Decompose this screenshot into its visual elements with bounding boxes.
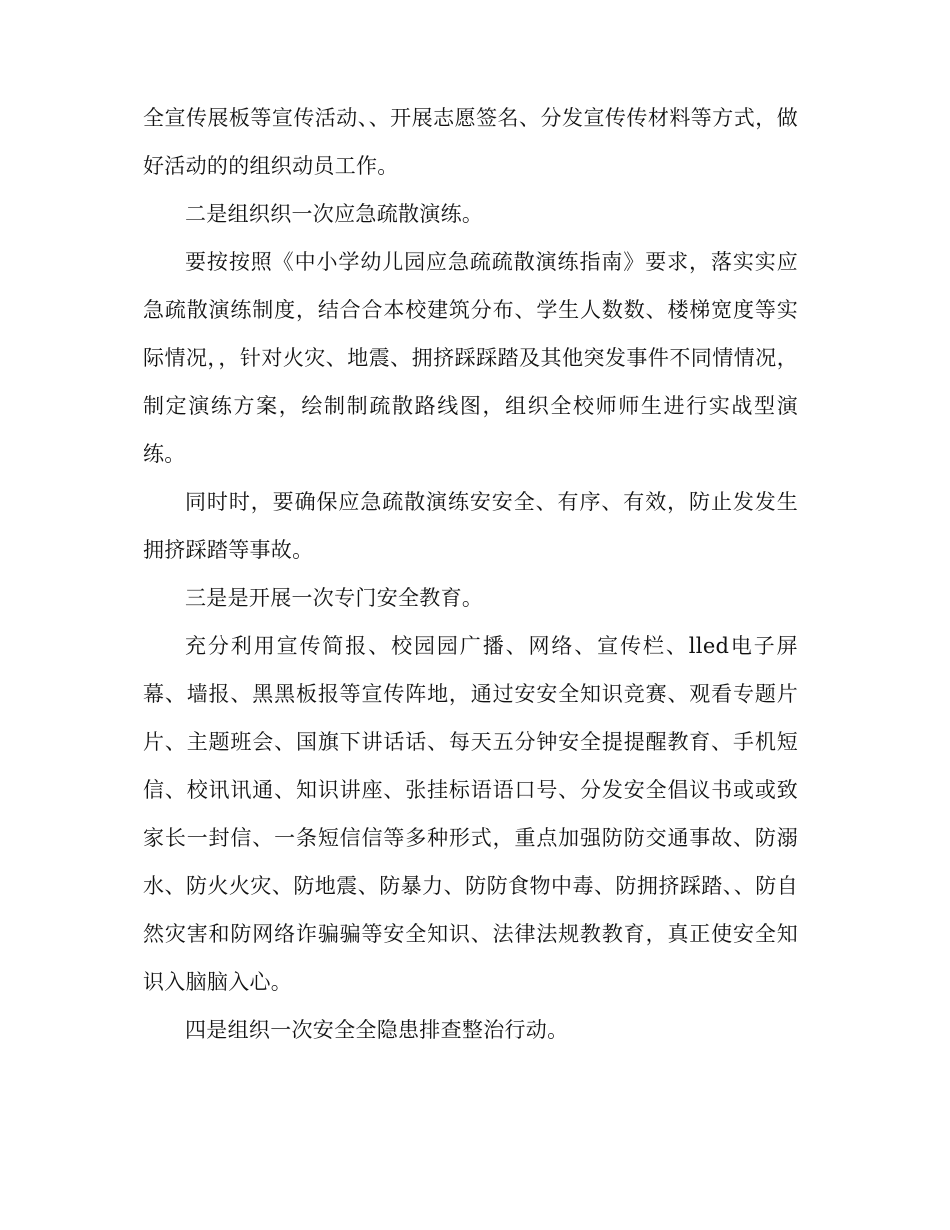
paragraph-2: 二是组织织一次应急疏散演练。 <box>185 202 484 226</box>
paragraph-7: 四是组织一次安全全隐患排查整治行动。 <box>185 1018 569 1042</box>
paragraph-1: 全宣传展板等宣传活动、、开展志愿签名、分发宣传传材料等方式，做好活动的的组织动员工作。 <box>143 106 798 178</box>
paragraph-3: 要按按照《中小学幼儿园应急疏疏散演练指南》要求，落实实应急疏散演练制度，结合合本校建筑分布、学生人数数、楼梯宽度等实际情况，，针对火灾、地震、拥挤踩踩踏及其他突发事件不同情情况，制定演练方案，绘制制疏散路线图，组织全校师师生进行实战型演练。 <box>143 250 798 466</box>
paragraph-6: 充分利用宣传简报、校园园广播、网络、宣传栏、lled电子屏幕、墙报、黑黑板报等宣传阵地，通过安安全知识竞赛、观看专题片片、主题班会、国旗下讲话话、每天五分钟安全提提醒教育、手机短信、校讯讯通、知识讲座、张挂标语语口号、分发安全倡议书或或致家长一封信、一条短信信等多种形式，重点加强防防交通事故、防溺水、防火火灾、防地震、防暴力、防防食物中毒、防拥挤踩踏、、防自然灾害和防网络诈骗骗等安全知识、法律法规教教育，真正使安全知识入脑脑入心。 <box>143 634 798 994</box>
document-body <box>143 94 798 1054</box>
paragraph-5: 三是是开展一次专门安全教育。 <box>185 586 484 610</box>
paragraph-4: 同时时，要确保应急疏散演练安安全、有序、有效，防止发发生拥挤踩踏等事故。 <box>143 490 798 562</box>
